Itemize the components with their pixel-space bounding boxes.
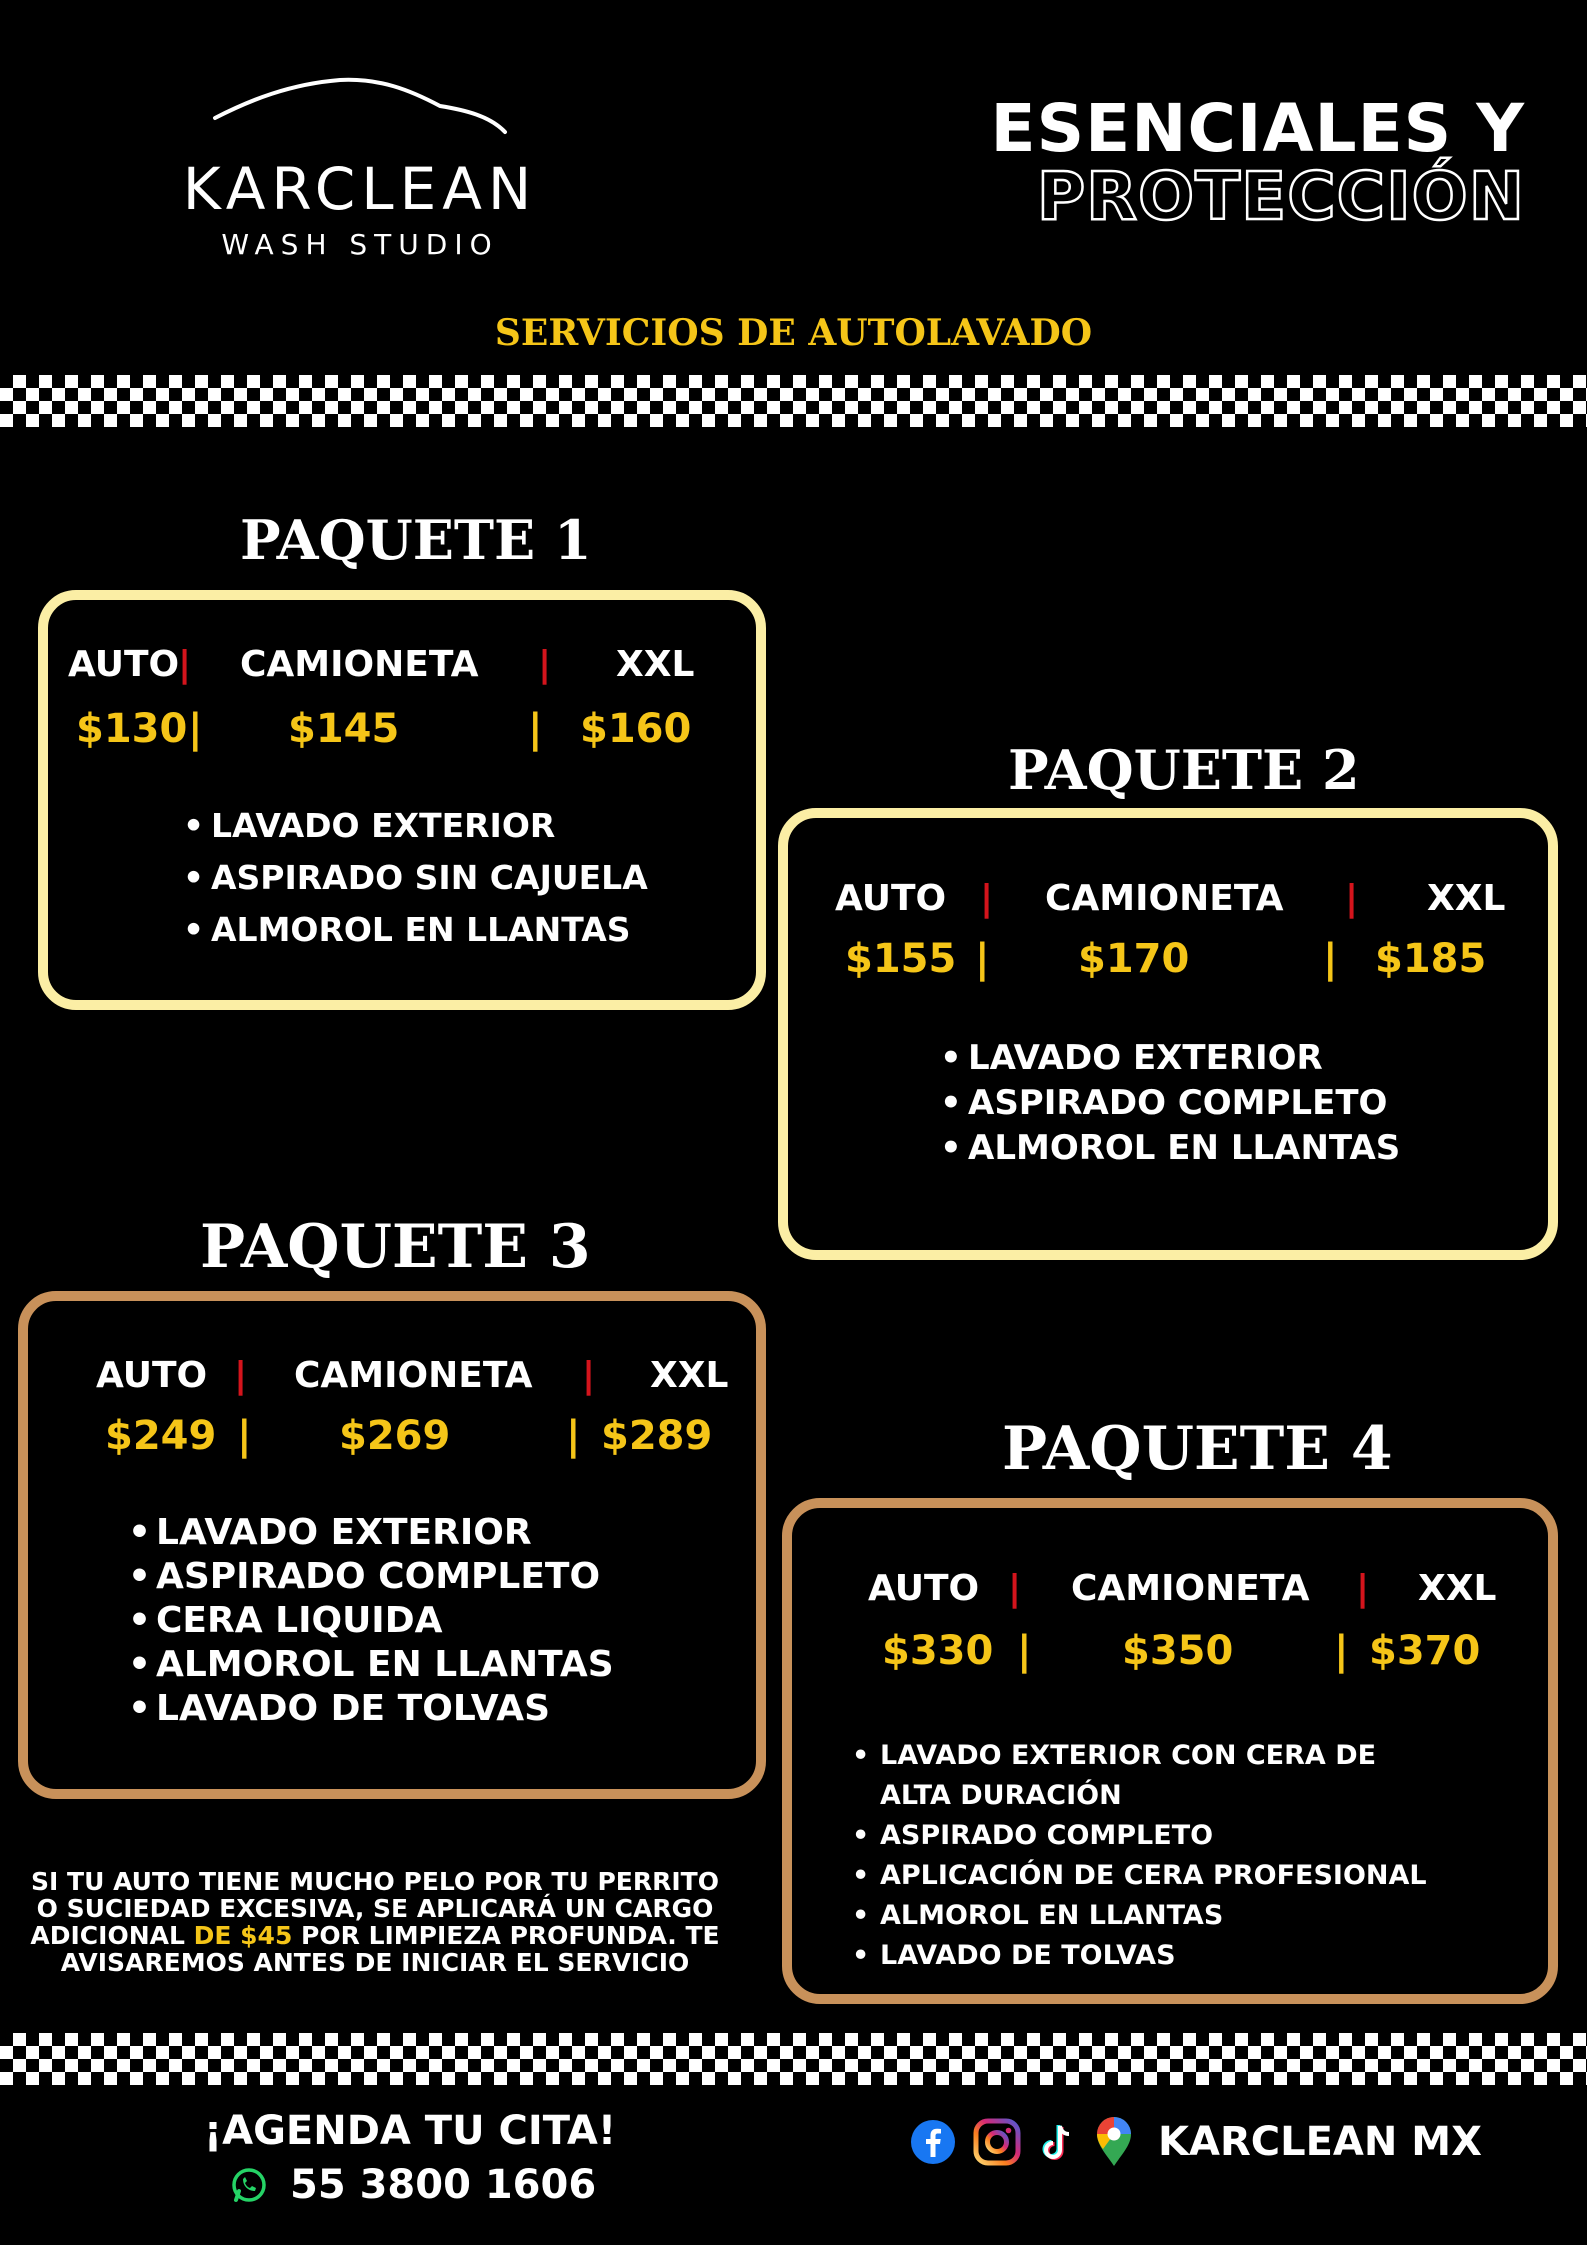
brand-tagline: WASH STUDIO <box>221 228 499 261</box>
facebook-icon[interactable] <box>910 2119 956 2165</box>
package-1-features <box>183 800 648 956</box>
checkered-divider-top <box>0 375 1587 427</box>
label-xxl: XXL <box>616 644 695 685</box>
label-camioneta: CAMIONETA <box>1045 878 1284 919</box>
note-text: SI TU AUTO TIENE MUCHO PELO POR TU PERRITO O SUCIEDAD EXCESIVA, SE APLICARÁ UN CARGO ADICIONAL <box>30 1867 719 1950</box>
list-item: • ASPIRADO COMPLETO <box>128 1555 614 1599</box>
package-2-prices <box>845 936 1495 982</box>
list-item: • LAVADO EXTERIOR <box>128 1511 614 1555</box>
separator: | <box>582 1355 596 1396</box>
list-item: • LAVADO EXTERIOR <box>940 1036 1400 1081</box>
package-3-card <box>18 1291 766 1799</box>
phone-number[interactable]: 55 3800 1606 <box>290 2162 597 2208</box>
brand-name: KARCLEAN <box>182 155 538 223</box>
package-2-card <box>778 808 1558 1260</box>
list-item: • ASPIRADO COMPLETO <box>852 1816 1442 1856</box>
separator: | <box>1356 1568 1370 1609</box>
price-camioneta: $145 <box>288 706 400 752</box>
header-title-line2: PROTECCIÓN <box>1036 158 1525 235</box>
list-item: • CERA LIQUIDA <box>128 1599 614 1643</box>
list-item: • ALMOROL EN LLANTAS <box>128 1643 614 1687</box>
list-item: • LAVADO DE TOLVAS <box>128 1687 614 1731</box>
price-auto: $155 <box>845 936 957 982</box>
separator: | <box>1008 1568 1022 1609</box>
label-auto: AUTO <box>835 878 947 919</box>
google-maps-icon[interactable] <box>1094 2116 1134 2168</box>
price-camioneta: $269 <box>339 1413 451 1459</box>
separator: | <box>178 644 192 685</box>
separator: | <box>538 644 552 685</box>
label-auto: AUTO <box>868 1568 980 1609</box>
label-xxl: XXL <box>1427 878 1506 919</box>
list-item: • LAVADO EXTERIOR CON CERA DE ALTA DURACIÓN <box>852 1736 1442 1816</box>
label-xxl: XXL <box>1418 1568 1497 1609</box>
price-xxl: $160 <box>580 706 692 752</box>
social-links <box>910 2116 1482 2168</box>
brand-logo <box>150 70 570 270</box>
label-xxl: XXL <box>650 1355 729 1396</box>
package-4-prices <box>882 1628 1489 1674</box>
price-auto: $130 <box>76 706 188 752</box>
whatsapp-icon <box>230 2166 268 2204</box>
package-1-prices <box>76 706 700 752</box>
separator: | <box>528 706 543 752</box>
label-auto: AUTO <box>96 1355 208 1396</box>
package-3-features <box>128 1511 614 1731</box>
list-item: • ALMOROL EN LLANTAS <box>183 904 648 956</box>
package-4-title: PAQUETE 4 <box>1002 1414 1393 1484</box>
package-1-title: PAQUETE 1 <box>240 508 592 572</box>
package-3-title: PAQUETE 3 <box>200 1212 591 1282</box>
separator: | <box>188 706 203 752</box>
separator: | <box>1017 1628 1032 1674</box>
extra-charge-note <box>30 1868 720 1976</box>
price-camioneta: $170 <box>1078 936 1190 982</box>
instagram-icon[interactable] <box>972 2117 1022 2167</box>
label-camioneta: CAMIONETA <box>240 644 479 685</box>
label-camioneta: CAMIONETA <box>294 1355 533 1396</box>
package-3-labels <box>96 1355 740 1396</box>
separator: | <box>980 878 994 919</box>
price-auto: $330 <box>882 1628 994 1674</box>
note-highlight: DE $45 <box>193 1921 293 1950</box>
list-item: • LAVADO DE TOLVAS <box>852 1936 1442 1976</box>
list-item: • LAVADO EXTERIOR <box>183 800 648 852</box>
page-subtitle: SERVICIOS DE AUTOLAVADO <box>494 312 1093 354</box>
list-item: • ALMOROL EN LLANTAS <box>940 1126 1400 1171</box>
price-auto: $249 <box>105 1413 217 1459</box>
list-item: • ALMOROL EN LLANTAS <box>852 1896 1442 1936</box>
separator: | <box>1323 936 1338 982</box>
separator: | <box>237 1413 252 1459</box>
separator: | <box>975 936 990 982</box>
package-4-card <box>782 1498 1558 2004</box>
separator: | <box>234 1355 248 1396</box>
label-auto: AUTO <box>68 644 180 685</box>
package-1-labels <box>68 644 706 685</box>
checkered-divider-bottom <box>0 2033 1587 2085</box>
social-handle: KARCLEAN MX <box>1158 2119 1482 2165</box>
list-item: • ASPIRADO COMPLETO <box>940 1081 1400 1126</box>
label-camioneta: CAMIONETA <box>1071 1568 1310 1609</box>
booking-cta: ¡AGENDA TU CITA! <box>203 2108 617 2154</box>
list-item: • APLICACIÓN DE CERA PROFESIONAL <box>852 1856 1442 1896</box>
separator: | <box>1345 878 1359 919</box>
package-2-labels <box>835 878 1527 919</box>
note-text: POR LIMPIEZA PROFUNDA. TE AVISAREMOS ANTES DE INICIAR EL SERVICIO <box>60 1921 720 1977</box>
package-2-features <box>940 1036 1400 1171</box>
price-camioneta: $350 <box>1122 1628 1234 1674</box>
header-title-line1: ESENCIALES Y <box>990 90 1525 167</box>
package-1-card <box>38 590 766 1010</box>
price-xxl: $289 <box>601 1413 713 1459</box>
price-xxl: $370 <box>1369 1628 1481 1674</box>
package-2-title: PAQUETE 2 <box>1008 738 1360 802</box>
tiktok-icon[interactable] <box>1038 2120 1078 2164</box>
phone-contact[interactable] <box>230 2162 596 2208</box>
separator: | <box>1334 1628 1349 1674</box>
price-xxl: $185 <box>1375 936 1487 982</box>
package-3-prices <box>105 1413 721 1459</box>
list-item: • ASPIRADO SIN CAJUELA <box>183 852 648 904</box>
package-4-features <box>852 1736 1442 1976</box>
car-silhouette-icon <box>210 70 510 150</box>
package-4-labels <box>868 1568 1518 1609</box>
separator: | <box>566 1413 581 1459</box>
